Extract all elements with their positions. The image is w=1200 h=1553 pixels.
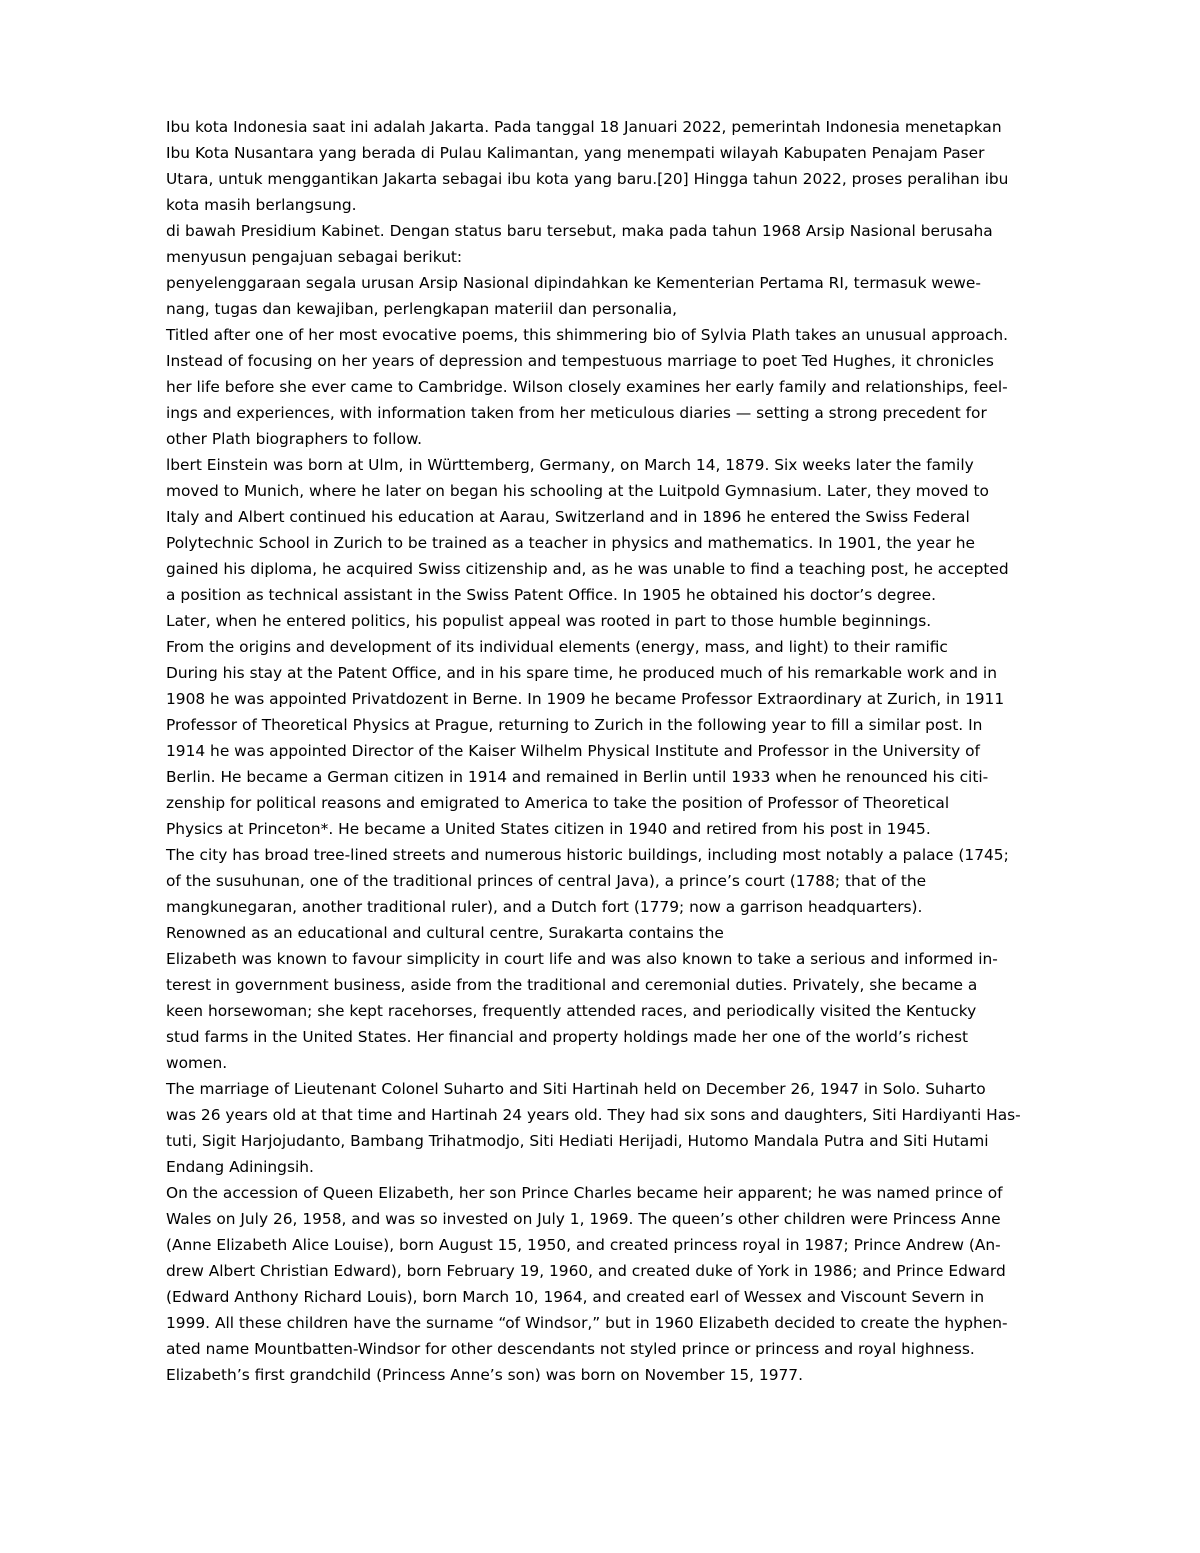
text-line: Wales on July 26, 1958, and was so invested on July 1, 1969. The queen’s other children were Princess Anne [166,1210,1001,1228]
text-line: drew Albert Christian Edward), born February 19, 1960, and created duke of York in 1986; and Prince Edward [166,1262,1006,1280]
text-line: her life before she ever came to Cambridge. Wilson closely examines her early family and relationships, feel- [166,378,1008,396]
text-line: ings and experiences, with information taken from her meticulous diaries — setting a strong precedent for [166,404,987,422]
text-line: Italy and Albert continued his education at Aarau, Switzerland and in 1896 he entered the Swiss Federal [166,508,970,526]
text-line: tuti, Sigit Harjojudanto, Bambang Trihatmodjo, Siti Hediati Herijadi, Hutomo Mandala Putra and Siti Hutami [166,1132,989,1150]
text-line: Titled after one of her most evocative poems, this shimmering bio of Sylvia Plath takes an unusual approach. [166,326,1009,344]
text-line: penyelenggaraan segala urusan Arsip Nasional dipindahkan ke Kementerian Pertama RI, termasuk wewe- [166,274,981,292]
text-line: Berlin. He became a German citizen in 1914 and remained in Berlin until 1933 when he renounced his citi- [166,768,989,786]
text-line: Ibu kota Indonesia saat ini adalah Jakarta. Pada tanggal 18 Januari 2022, pemerintah Indonesia menetapkan [166,118,1002,136]
text-line: Renowned as an educational and cultural centre, Surakarta contains the [166,924,724,942]
text-line: Later, when he entered politics, his populist appeal was rooted in part to those humble beginnings. [166,612,932,630]
text-line: was 26 years old at that time and Hartinah 24 years old. They had six sons and daughters, Siti Hardiyanti Has- [166,1106,1021,1124]
text-line: Polytechnic School in Zurich to be trained as a teacher in physics and mathematics. In 1901, the year he [166,534,975,552]
text-line: ated name Mountbatten-Windsor for other descendants not styled prince or princess and royal highness. [166,1340,975,1358]
text-line: women. [166,1054,228,1072]
text-line: Elizabeth’s first grandchild (Princess Anne’s son) was born on November 15, 1977. [166,1366,803,1384]
document-body [166,114,1126,1388]
text-line: moved to Munich, where he later on began his schooling at the Luitpold Gymnasium. Later, they moved to [166,482,989,500]
text-line: kota masih berlangsung. [166,196,357,214]
text-line: Utara, untuk menggantikan Jakarta sebagai ibu kota yang baru.[20] Hingga tahun 2022, proses peralihan ibu [166,170,1009,188]
text-line: From the origins and development of its individual elements (energy, mass, and light) to their ramific [166,638,948,656]
text-line: The city has broad tree-lined streets and numerous historic buildings, including most notably a palace (1745; [166,846,1009,864]
text-line: zenship for political reasons and emigrated to America to take the position of Professor of Theoretical [166,794,950,812]
text-line: keen horsewoman; she kept racehorses, frequently attended races, and periodically visited the Kentucky [166,1002,977,1020]
text-line: mangkunegaran, another traditional ruler), and a Dutch fort (1779; now a garrison headquarters). [166,898,923,916]
text-line: On the accession of Queen Elizabeth, her son Prince Charles became heir apparent; he was named prince of [166,1184,1003,1202]
text-line: (Edward Anthony Richard Louis), born March 10, 1964, and created earl of Wessex and Viscount Severn in [166,1288,985,1306]
text-line: The marriage of Lieutenant Colonel Suharto and Siti Hartinah held on December 26, 1947 in Solo. Suharto [166,1080,986,1098]
text-line: Physics at Princeton*. He became a United States citizen in 1940 and retired from his post in 1945. [166,820,931,838]
text-line: of the susuhunan, one of the traditional princes of central Java), a prince’s court (1788; that of the [166,872,927,890]
text-line: menyusun pengajuan sebagai berikut: [166,248,463,266]
text-line: terest in government business, aside from the traditional and ceremonial duties. Privately, she became a [166,976,978,994]
text-line: Elizabeth was known to favour simplicity in court life and was also known to take a serious and informed in- [166,950,998,968]
text-line: During his stay at the Patent Office, and in his spare time, he produced much of his remarkable work and in [166,664,997,682]
text-line: Endang Adiningsih. [166,1158,314,1176]
text-line: 1999. All these children have the surname “of Windsor,” but in 1960 Elizabeth decided to create the hyphen- [166,1314,1008,1332]
text-line: gained his diploma, he acquired Swiss citizenship and, as he was unable to find a teaching post, he accepted [166,560,1009,578]
text-line: Instead of focusing on her years of depression and tempestuous marriage to poet Ted Hughes, it chronicles [166,352,994,370]
text-line: a position as technical assistant in the Swiss Patent Office. In 1905 he obtained his doctor’s degree. [166,586,936,604]
text-line: stud farms in the United States. Her financial and property holdings made her one of the world’s richest [166,1028,969,1046]
text-line: di bawah Presidium Kabinet. Dengan status baru tersebut, maka pada tahun 1968 Arsip Nasional berusaha [166,222,993,240]
text-line: lbert Einstein was born at Ulm, in Württemberg, Germany, on March 14, 1879. Six weeks later the family [166,456,974,474]
text-line: 1914 he was appointed Director of the Kaiser Wilhelm Physical Institute and Professor in the University of [166,742,980,760]
text-line: Professor of Theoretical Physics at Prague, returning to Zurich in the following year to fill a similar post. In [166,716,983,734]
text-line: 1908 he was appointed Privatdozent in Berne. In 1909 he became Professor Extraordinary at Zurich, in 1911 [166,690,1005,708]
text-line: Ibu Kota Nusantara yang berada di Pulau Kalimantan, yang menempati wilayah Kabupaten Penajam Paser [166,144,985,162]
text-line: nang, tugas dan kewajiban, perlengkapan materiil dan personalia, [166,300,678,318]
text-line: (Anne Elizabeth Alice Louise), born August 15, 1950, and created princess royal in 1987; Prince Andrew (An- [166,1236,1001,1254]
text-line: other Plath biographers to follow. [166,430,422,448]
